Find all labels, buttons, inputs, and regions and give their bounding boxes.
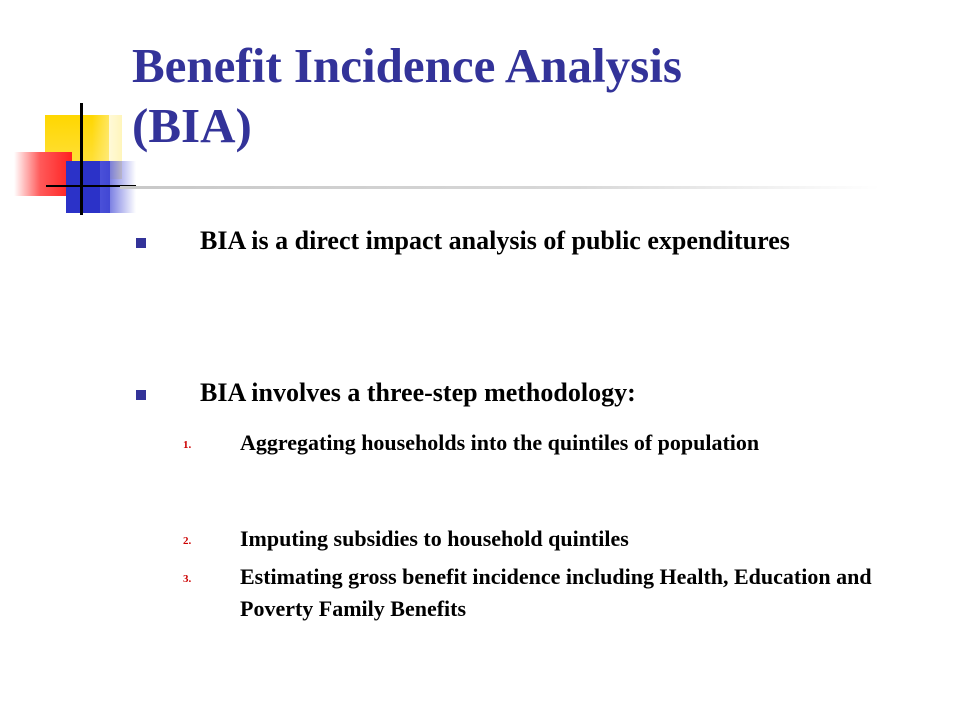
step-number: 2. <box>183 535 192 547</box>
bullet-text: BIA involves a three-step methodology: <box>200 378 636 407</box>
step-text: Aggregating households into the quintiles of population <box>240 430 760 455</box>
bullet-text: BIA is a direct impact analysis of public expenditures <box>200 226 790 255</box>
bullet-square-icon <box>136 390 146 400</box>
slide-title-line-1: Benefit Incidence Analysis <box>132 38 682 93</box>
step-number: 3. <box>183 573 192 585</box>
slide-title-line-2: (BIA) <box>132 98 252 153</box>
bullet-square-icon <box>136 238 146 248</box>
step-number: 1. <box>183 439 192 451</box>
step-text: Estimating gross benefit incidence including Health, Education and Poverty Family Benefits <box>240 564 872 621</box>
step-text: Imputing subsidies to household quintiles <box>240 526 629 551</box>
